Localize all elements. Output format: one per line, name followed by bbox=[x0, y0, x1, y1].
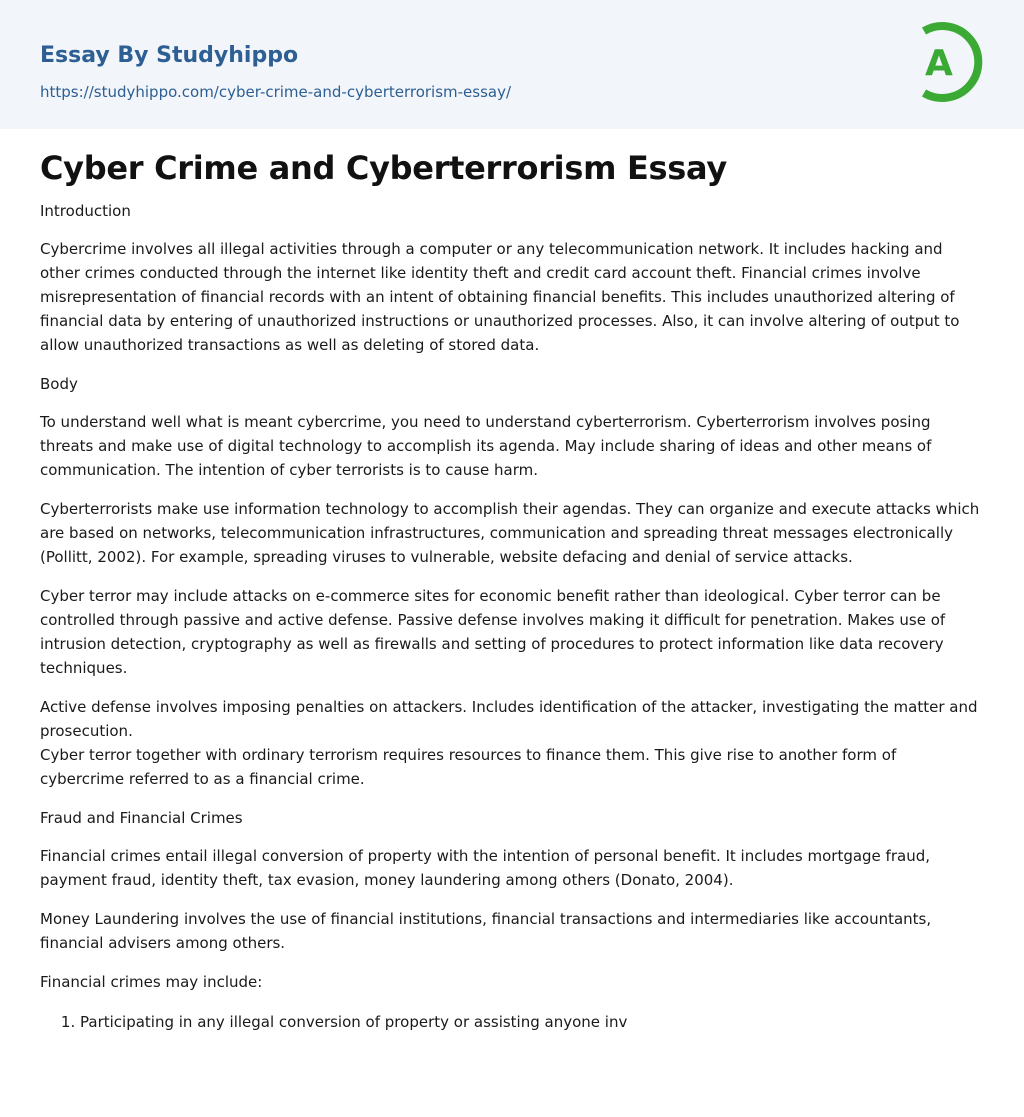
paragraph-line: Cyber terror together with ordinary terrorism requires resources to finance them. This give rise to another form of cybercrime referred to as a financial crime. bbox=[40, 746, 897, 788]
paragraph: Financial crimes entail illegal conversion of property with the intention of personal benefit. It includes mortgage fraud, payment fraud, identity theft, tax evasion, money laundering among others (Donato, 2004). bbox=[40, 847, 930, 889]
list-item: 1. Participating in any illegal conversion of property or assisting anyone inv bbox=[80, 1010, 984, 1034]
logo-letter: A bbox=[925, 43, 953, 84]
paragraph: Cyberterrorists make use information technology to accomplish their agendas. They can organize and execute attacks which are based on networks, telecommunication infrastructures, communication and spreading threat messages electronically (Pollitt, 2002). For example, spreading viruses to vulnerable, website defacing and denial of service attacks. bbox=[40, 500, 980, 566]
paragraph: To understand well what is meant cybercrime, you need to understand cyberterrorism. Cyberterrorism involves posing threats and make use of digital technology to accomplish its agenda. May include sharing of ideas and other means of communication. The intention of cyber terrorists is to cause harm. bbox=[40, 413, 932, 479]
paragraph: Cybercrime involves all illegal activities through a computer or any telecommunication network. It includes hacking and other crimes conducted through the internet like identity theft and credit card account theft. Financial crimes involve misrepresentation of financial records with an intent of obtaining financial benefits. This includes unauthorized altering of financial data by entering of unauthorized instructions or unauthorized processes. Also, it can involve altering of output to allow unauthorized transactions as well as deleting of stored data. bbox=[40, 240, 960, 354]
paragraph: Money Laundering involves the use of financial institutions, financial transactions and intermediaries like accountants, financial advisers among others. bbox=[40, 910, 932, 952]
paragraph bbox=[40, 695, 984, 791]
site-brand[interactable]: Essay By Studyhippo bbox=[40, 43, 299, 68]
site-header bbox=[0, 0, 1024, 129]
section-heading-introduction: Introduction bbox=[40, 202, 131, 220]
article-body bbox=[0, 129, 1024, 1034]
section-heading-fraud: Fraud and Financial Crimes bbox=[40, 809, 243, 827]
section-heading-body: Body bbox=[40, 375, 78, 393]
paragraph: Cyber terror may include attacks on e-commerce sites for economic benefit rather than ideological. Cyber terror can be controlled through passive and active defense. Passive defense involves making it difficult for penetration. Makes use of intrusion detection, cryptography as well as firewalls and setting of procedures to protect information like data recovery techniques. bbox=[40, 587, 946, 677]
studyhippo-logo-icon[interactable] bbox=[899, 19, 985, 105]
list-intro: Financial crimes may include: bbox=[40, 973, 263, 991]
article-url-link[interactable]: https://studyhippo.com/cyber-crime-and-cyberterrorism-essay/ bbox=[40, 83, 512, 101]
paragraph-line: Active defense involves imposing penalties on attackers. Includes identification of the attacker, investigating the matter and prosecution. bbox=[40, 698, 978, 740]
financial-crimes-list bbox=[40, 1010, 984, 1034]
article-title: Cyber Crime and Cyberterrorism Essay bbox=[40, 149, 727, 187]
